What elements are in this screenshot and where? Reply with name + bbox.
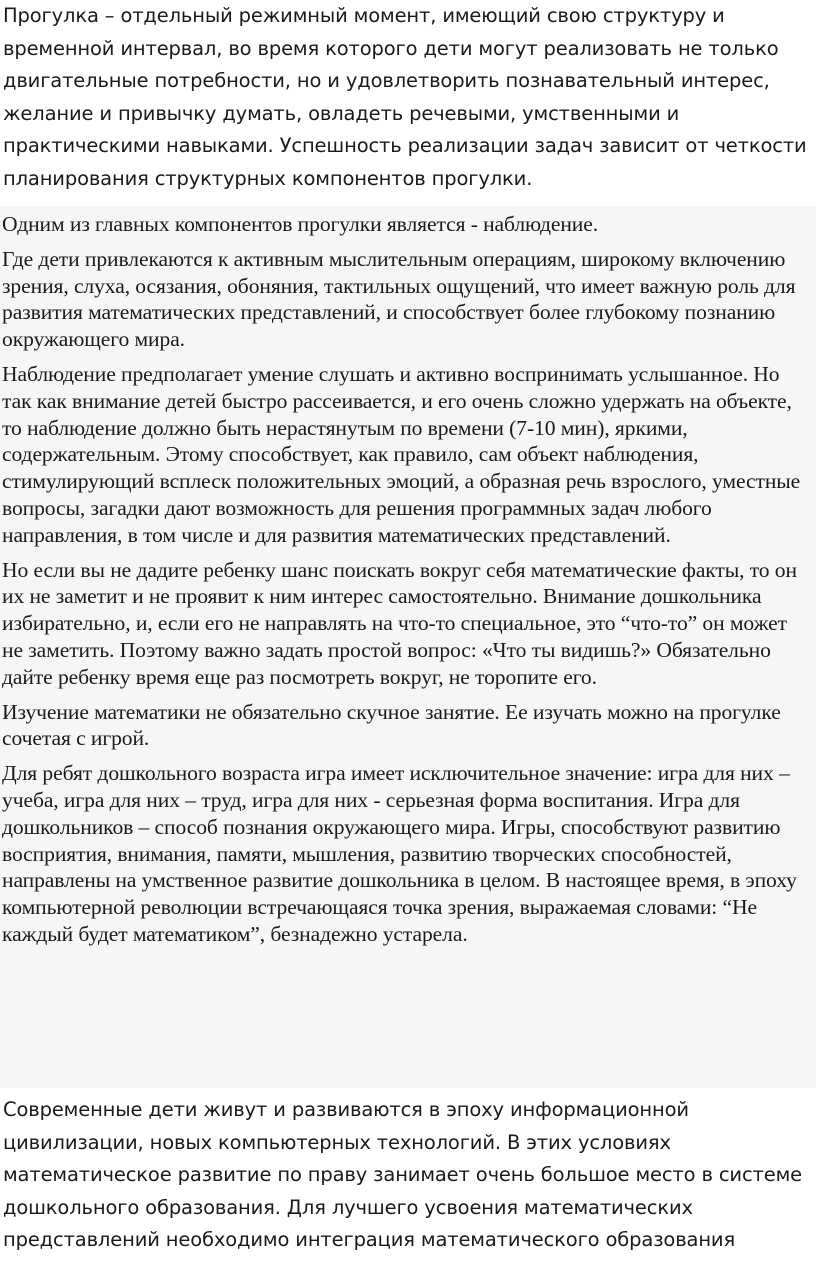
intro-paragraph: Прогулка – отдельный режимный момент, имеющий свою структуру и временной интервал, во время которого дети могут реализовать не только двигательные потребности, но и удовлетворить познавательный интерес, желание и привычку думать, овладеть речевыми, умственными и практическими навыками. Успешность реализации задач зависит от четкости планирования структурных компонентов прогулки. [3, 4, 807, 190]
paragraph-what-do-you-see: Но если вы не дадите ребенку шанс поискать вокруг себя математические факты, то он их не заметит и не проявит к ним интерес самостоятельно. Внимание дошкольника избирательно, и, если его не направлять на что-то специальное, это “что-то” он может не заметить. Поэтому важно задать простой вопрос: «Что ты видишь?» Обязательно дайте ребенку время еще раз посмотреть вокруг, не торопите его. [2, 557, 797, 689]
paragraph-math-play: Изучение математики не обязательно скучное занятие. Ее изучать можно на прогулке сочетая с игрой. [2, 699, 781, 751]
paragraph-senses: Где дети привлекаются к активным мыслительным операциям, широкому включению зрения, слуха, осязания, обоняния, тактильных ощущений, что имеет важную роль для развития математических представлений, и способствует более глубокому познанию окружающего мира. [2, 246, 796, 352]
paragraph-observation-main: Одним из главных компонентов прогулки является - наблюдение. [2, 212, 599, 236]
paragraph-game-importance: Для ребят дошкольного возраста игра имеет исключительное значение: игра для них – учеба, игра для них – труд, игра для них - серьезная форма воспитания. Игра для дошкольников – способ познания окружающего мира. Игры, способствуют развитию восприятия, внимания, памяти, мышления, развитию творческих способностей, направлены на умственное развитие дошкольника в целом. В настоящее время, в эпоху компьютерной революции встречающаяся точка зрения, выражаемая словами: “Не каждый будет математиком”, безнадежно устарела. [2, 761, 797, 946]
paragraph-observation-details: Наблюдение предполагает умение слушать и активно воспринимать услышанное. Но так как внимание детей быстро рассеивается, и его очень сложно удержать на объекте, то наблюдение должно быть нерастянутым по времени (7-10 мин), яркими, содержательным. Этому способствует, как правило, сам объект наблюдения, стимулирующий всплеск положительных эмоций, а образная речь взрослого, уместные вопросы, загадки дают возможность для решения программных задач любого направления, в том числе и для развития математических представлений. [2, 361, 801, 547]
outro-paragraph: Современные дети живут и развиваются в эпоху информационной цивилизации, новых компьютерных технологий. В этих условиях математическое развитие по праву занимает очень большое место в системе дошкольного образования. Для лучшего усвоения математических представлений необходимо интеграция математического образования [3, 1098, 802, 1251]
highlighted-text-block [0, 206, 816, 1088]
